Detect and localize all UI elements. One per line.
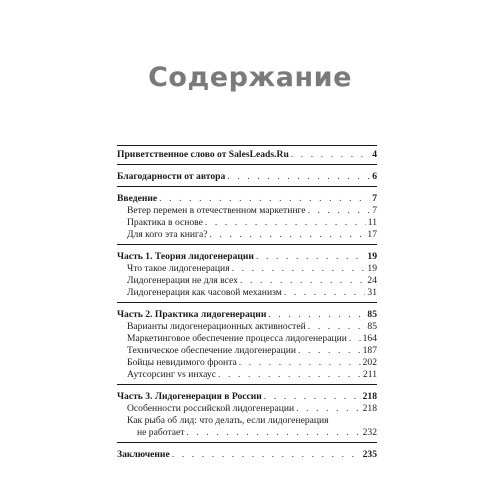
dot-leader: [284, 287, 366, 299]
toc-entry-greeting[interactable]: [117, 149, 377, 161]
dot-leader: [218, 369, 361, 381]
toc-entry-part-2[interactable]: [117, 309, 377, 321]
dot-leader: [296, 403, 360, 415]
toc-entry-label: Приветственное слово от SalesLeads.Ru: [117, 149, 289, 160]
toc-section-conclusion: [117, 442, 377, 464]
dot-leader: [159, 193, 370, 205]
toc-entry-label: Для кого эта книга?: [127, 229, 208, 240]
dot-leader: [298, 345, 361, 357]
toc-entry-label: Как рыба об лид: что делать, если лидогенерация: [127, 415, 329, 426]
toc-entry-label: Что такое лидогенерация: [127, 263, 230, 274]
toc-entry-label: Варианты лидогенерационных активностей: [127, 321, 306, 332]
toc-entry-label: Маркетинговое обеспечение процесса лидогенерации: [127, 333, 347, 344]
toc-subentry[interactable]: [117, 205, 377, 217]
toc-entry-page: 211: [362, 369, 377, 380]
toc-entry-page: 31: [367, 287, 377, 298]
toc-subentry[interactable]: [117, 263, 377, 275]
toc-entry-page: 19: [367, 251, 377, 262]
toc-entry-part-3[interactable]: [117, 391, 377, 403]
dot-leader: [264, 391, 361, 403]
dot-leader: [186, 427, 360, 439]
toc-entry-label-continued: не работает: [137, 427, 185, 438]
toc-entry-label: Техническое обеспечение лидогенерации: [127, 345, 297, 356]
toc-entry-label: Лидогенерация как часовой механизм: [127, 287, 282, 298]
toc-subentry[interactable]: [117, 403, 377, 415]
toc-top-rule: [117, 145, 377, 146]
toc-subentry[interactable]: [117, 415, 377, 439]
toc-subentry[interactable]: [117, 229, 377, 241]
toc-entry-introduction[interactable]: [117, 193, 377, 205]
toc-entry-label: Часть 3. Лидогенерация в России: [117, 391, 262, 402]
toc-section-part-1: [117, 244, 377, 302]
toc-entry-label: Благодарности от автора: [117, 171, 226, 182]
dot-leader: [209, 229, 365, 241]
toc-subentry[interactable]: [117, 217, 377, 229]
toc-entry-part-1[interactable]: [117, 251, 377, 263]
toc-entry-page: 17: [367, 229, 377, 240]
dot-leader: [227, 171, 370, 183]
toc-entry-page: 11: [367, 217, 377, 228]
toc-entry-page: 7: [372, 193, 377, 204]
toc-section-part-3: [117, 384, 377, 442]
toc-section-part-2: [117, 302, 377, 384]
toc-entry-label: Ветер перемен в отечественном маркетинге: [127, 205, 306, 216]
toc-entry-page: 7: [372, 205, 377, 216]
toc-entry-page: 232: [362, 427, 377, 438]
toc-entry-page: 187: [362, 345, 377, 356]
toc-entry-page: 19: [367, 263, 377, 274]
toc-entry-conclusion[interactable]: [117, 449, 377, 461]
toc-entry-page: 202: [362, 357, 377, 368]
toc-entry-page: 85: [367, 309, 377, 320]
toc-entry-label: Практика в основе: [127, 217, 203, 228]
toc-entry-page: 24: [367, 275, 377, 286]
toc-section-introduction: [117, 186, 377, 244]
dot-leader: [268, 309, 365, 321]
toc-entry-label: Особенности российской лидогенерации: [127, 403, 295, 414]
toc-entry-page: 218: [362, 391, 377, 402]
toc-entry-continuation: [127, 427, 377, 439]
dot-leader: [232, 263, 366, 275]
toc-subentry[interactable]: [117, 275, 377, 287]
dot-leader: [256, 251, 365, 263]
toc-entry-label: Часть 2. Практика лидогенерации: [117, 309, 267, 320]
dot-leader: [205, 217, 366, 229]
toc-entry-label: Бойцы невидимого фронта: [127, 357, 237, 368]
toc-entry-page: 218: [362, 403, 377, 414]
dot-leader: [239, 357, 361, 369]
toc-entry-page: 164: [362, 333, 377, 344]
toc-subentry[interactable]: [117, 345, 377, 357]
dot-leader: [349, 333, 361, 345]
toc-entry-label: Заключение: [117, 449, 170, 460]
toc-entry-page: 6: [372, 171, 377, 182]
dot-leader: [308, 205, 371, 217]
table-of-contents: [117, 145, 377, 464]
toc-entry-page: 235: [362, 449, 377, 460]
toc-section-greeting: [117, 149, 377, 164]
dot-leader: [240, 275, 365, 287]
dot-leader: [308, 321, 366, 333]
toc-section-acknowledgements: [117, 164, 377, 186]
toc-subentry[interactable]: [117, 287, 377, 299]
page-title: Содержание: [148, 62, 352, 93]
toc-subentry[interactable]: [117, 333, 377, 345]
toc-subentry[interactable]: [117, 369, 377, 381]
toc-subentry[interactable]: [117, 321, 377, 333]
toc-entry-page: 85: [367, 321, 377, 332]
toc-entry-acknowledgements[interactable]: [117, 171, 377, 183]
toc-entry-label: Лидогенерация не для всех: [127, 275, 238, 286]
dot-leader: [291, 149, 370, 161]
toc-entry-label: Введение: [117, 193, 158, 204]
dot-leader: [172, 449, 361, 461]
toc-entry-label: Аутсорсинг vs инхаус: [127, 369, 216, 380]
toc-subentry[interactable]: [117, 357, 377, 369]
toc-entry-page: 4: [372, 149, 377, 160]
toc-entry-label: Часть 1. Теория лидогенерации: [117, 251, 254, 262]
